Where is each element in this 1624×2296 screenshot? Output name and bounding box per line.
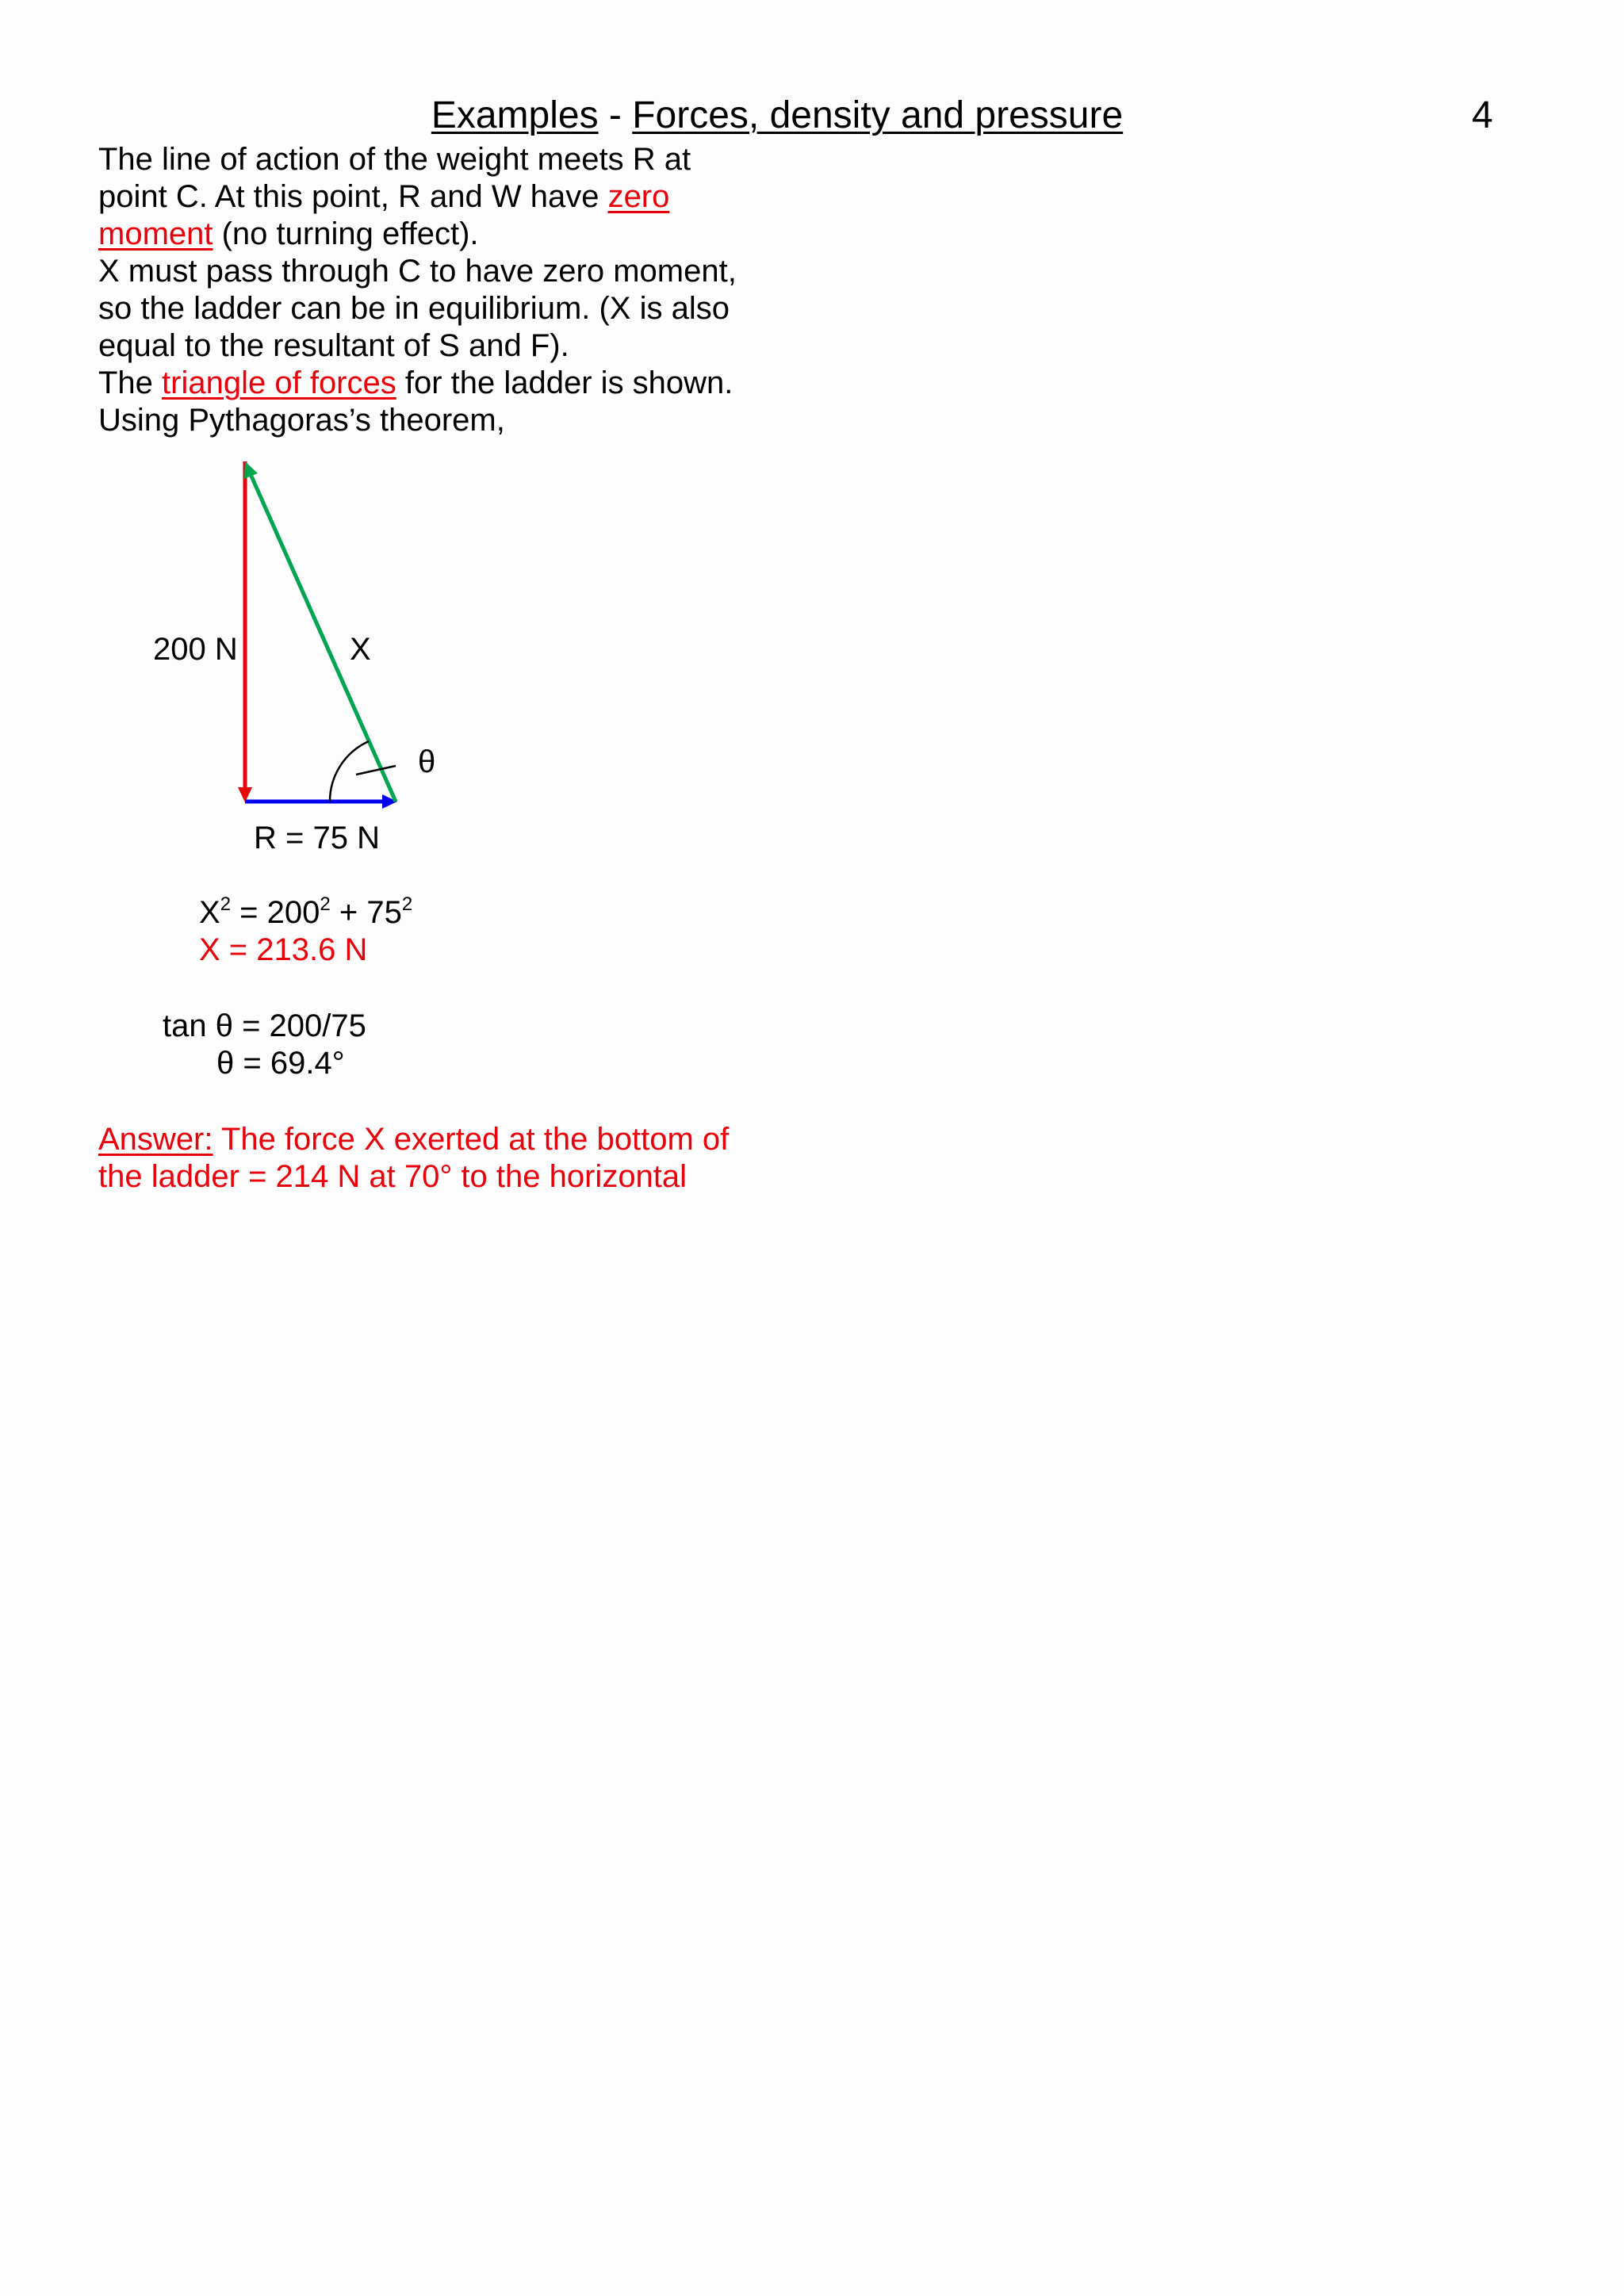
body-line: The line of action of the weight meets R at (98, 142, 691, 177)
exponent: 2 (320, 894, 331, 915)
text: = 200 (231, 895, 320, 930)
answer (98, 1121, 729, 1196)
pythagoras-equation (199, 895, 412, 931)
text: The (98, 365, 163, 400)
resultant-vector-x (250, 473, 396, 802)
tan-equation: tan θ = 200/75 (163, 1008, 366, 1043)
answer-label: Answer: (98, 1122, 213, 1157)
text: The force X exerted at the bottom of (213, 1122, 730, 1157)
result-x: X = 213.6 N (199, 932, 368, 967)
page-number: 4 (1472, 94, 1493, 136)
label-r-75n: R = 75 N (254, 821, 380, 855)
title-separator: - (598, 94, 633, 136)
body-line: X must pass through C to have zero moment, (98, 254, 737, 289)
title-examples: Examples (431, 94, 599, 136)
body-line: Using Pythagoras’s theorem, (98, 403, 505, 438)
result-theta: θ = 69.4° (216, 1046, 345, 1081)
text: X (199, 895, 220, 930)
text: + 75 (330, 895, 402, 930)
label-x: X (350, 632, 371, 667)
angle-pointer (356, 766, 396, 775)
moment-link[interactable]: moment (98, 216, 213, 251)
text: for the ladder is shown. (396, 365, 733, 400)
answer-line (98, 1121, 729, 1158)
zero-link[interactable]: zero (607, 179, 670, 214)
body-line: equal to the resultant of S and F). (98, 328, 569, 363)
body-line: so the ladder can be in equilibrium. (X is also (98, 291, 730, 326)
text: point C. At this point, R and W have (98, 179, 608, 214)
angle-arc (330, 741, 369, 802)
exponent: 2 (220, 894, 232, 915)
text: (no turning effect). (213, 216, 479, 251)
answer-line: the ladder = 214 N at 70° to the horizontal (98, 1159, 688, 1194)
exponent: 2 (401, 894, 413, 915)
label-theta: θ (418, 744, 436, 779)
triangle-of-forces-link[interactable]: triangle of forces (162, 365, 396, 400)
title-topic: Forces, density and pressure (632, 94, 1124, 136)
label-200n: 200 N (153, 632, 238, 667)
